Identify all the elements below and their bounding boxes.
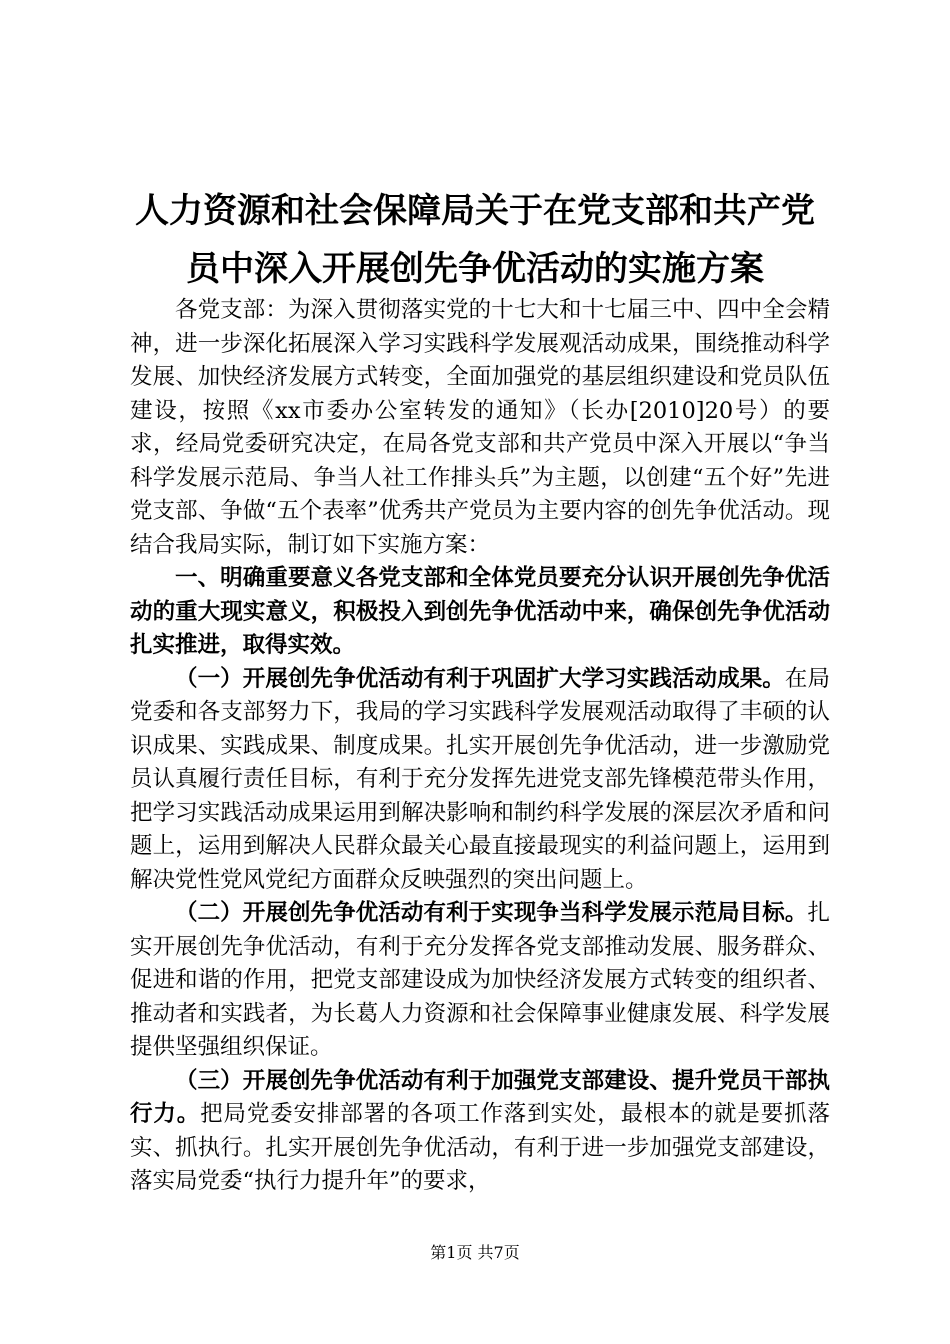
document-body [130, 294, 830, 1199]
item-body-2: 扎实开展创先争优活动，有利于充分发挥各党支部推动发展、服务群众、促进和谐的作用，把党支部建设成为加快经济发展方式转变的组织者、推动者和实践者，为长葛人力资源和社会保障事业健康发展、科学发展提供坚强组织保证。 [130, 900, 830, 1060]
intro-paragraph: 各党支部：为深入贯彻落实党的十七大和十七届三中、四中全会精神，进一步深化拓展深入学习实践科学发展观活动成果，围绕推动科学发展、加快经济发展方式转变，全面加强党的基层组织建设和党员队伍建设，按照《xx市委办公室转发的通知》（长办[2010]20号）的要求，经局党委研究决定，在局各党支部和共产党员中深入开展以“争当科学发展示范局、争当人社工作排头兵”为主题，以创建“五个好”先进党支部、争做“五个表率”优秀共产党员为主要内容的创先争优活动。现结合我局实际，制订如下实施方案： [130, 297, 830, 558]
item-body-1: 在局党委和各支部努力下，我局的学习实践科学发展观活动取得了丰硕的认识成果、实践成果、制度成果。扎实开展创先争优活动，进一步激励党员认真履行责任目标，有利于充分发挥先进党支部先锋模范带头作用，把学习实践活动成果运用到解决影响和制约科学发展的深层次矛盾和问题上，运用到解决人民群众最关心最直接最现实的利益问题上，运用到解决党性党风党纪方面群众反映强烈的突出问题上。 [130, 665, 830, 893]
item-paragraph-1 [130, 663, 830, 898]
item-heading-2: （二）开展创先争优活动有利于实现争当科学发展示范局目标。 [175, 900, 808, 926]
page-number-footer: 第1页 共7页 [430, 1243, 520, 1262]
document-title-line-1: 人力资源和社会保障局关于在党支部和共产党 [135, 191, 815, 231]
item-body-3: 把局党委安排部署的各项工作落到实处，最根本的就是要抓落实、抓执行。扎实开展创先争优活动，有利于进一步加强党支部建设，落实局党委“执行力提升年”的要求， [130, 1101, 830, 1194]
document-title-line-2: 员中深入开展创先争优活动的实施方案 [186, 249, 764, 289]
item-heading-1: （一）开展创先争优活动有利于巩固扩大学习实践活动成果。 [175, 665, 785, 692]
item-paragraph-2 [130, 897, 830, 1065]
section-heading-1: 一、明确重要意义各党支部和全体党员要充分认识开展创先争优活动的重大现实意义，积极投入到创先争优活动中来，确保创先争优活动扎实推进，取得实效。 [130, 565, 830, 658]
item-paragraph-3 [130, 1065, 830, 1199]
item-heading-3: （三）开展创先争优活动有利于加强党支部建设、提升党员干部执行力。 [130, 1067, 830, 1127]
